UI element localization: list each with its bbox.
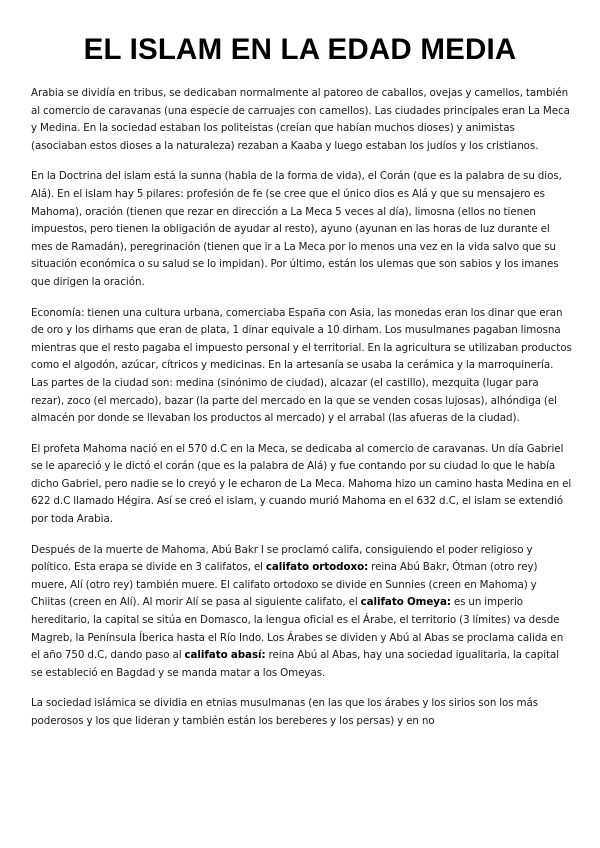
paragraph-califatos [31,542,573,683]
page-title: EL ISLAM EN LA EDAD MEDIA [83,33,517,66]
paragraph-economia: Economía: tienen una cultura urbana, comerciaba España con Asia, las monedas eran los dinar que eran de oro y los dirhams que eran de plata, 1 dinar equivale a 10 dirham. Los musulmanes pagaban limosna mientras que el resto pagaba el impuesto personal y el territorial. En la agricultura se utilizaban productos como el algodón, azúcar, cítricos y medicinas. En la artesanía se usaba la cerámica y la marroquinería. Las partes de la ciudad son: medina (sinónimo de ciudad), alcazar (el castillo), mezquita (lugar para rezar), zoco (el mercado), bazar (la parte del mercado en la que se venden cosas lujosas), alhóndiga (el almacén por donde se llevaban los productos al mercado) y el arrabal (las afueras de la ciudad). [31,306,572,425]
paragraph-mahoma: El profeta Mahoma nació en el 570 d.C en la Meca, se dedicaba al comercio de caravanas. Un día Gabriel se le apareció y le dictó el corán (que es la palabra de Alá) y fue contando por su ciudad lo que le había dicho Gabriel, pero nadie se lo creyó y le echaron de La Meca. Mahoma hizo un camino hasta Medina en el 622 d.C llamado Hégira. Así se creó el islam, y cuando murió Mahoma en el 632 d.C, el islam se extendió por toda Arabia. [31,442,572,526]
paragraph-doctrina: En la Doctrina del islam está la sunna (habla de la forma de vida), el Corán (que es la palabra de su dios, Alá). En el islam hay 5 pilares: profesión de fe (se cree que el único dios es Alá y que su mensajero es Mahoma), oración (tienen que rezar en dirección a La Meca 5 veces al día), limosna (ellos no tienen impuestos, pero tienen la obligación de ayudar al resto), ayuno (ayunan en las horas de luz durante el mes de Ramadán), peregrinación (tienen que ir a La Meca por lo menos una vez en la vida salvo que su situación económica o su salud se lo impidan). Por último, están los ulemas que son sabios y los imanes que dirigen la oración. [31,170,562,288]
paragraph-sociedad: La sociedad islámica se dividia en etnias musulmanas (en las que los árabes y los sirios son los más poderosos y los que lideran y también están los bereberes y los persas) y en no [31,697,539,727]
califato-ortodoxo-term: califato ortodoxo: [265,561,369,574]
califatos-text-2: reina Abú Bakr, Ótman (otro rey) muere, Alí (otro rey) también muere. El califato ortodoxo se divide en Sunnies (creen en Mahoma) y Chiitas (creen en Alí). Al morir Alí se pasa al siguiente califato, el [31,561,538,609]
califatos-text-1: Después de la muerte de Mahoma, Abú Bakr I se proclamó califa, consiguiendo el poder religioso y político. Esta erapa se divide en 3 califatos, el [31,543,533,574]
paragraph-arabia: Arabia se dividía en tribus, se dedicaban normalmente al patoreo de caballos, ovejas y camellos, también al comercio de caravanas (una especie de carruajes con camellos). Las ciudades principales eran La Meca y Medina. En la sociedad estaban los politeistas (creían que habían muchos dioses) y animistas (asociaban estos dioses a la naturaleza) rezaban a Kaaba y luego estaban los judíos y los cristianos. [31,87,570,152]
califatos-text-3: es un imperio hereditario, la capital se sitúa en Domasco, la lengua oficial es el Árabe, el territorio (3 límites) va desde Magreb, la Península Íberica hasta el Río Indo. Los Árabes se dividen y Abú al Abas se proclama calida en el año 750 d.C, dando paso al [31,596,564,662]
document-body [31,85,573,744]
califatos-text-4: reina Abú al Abas, hay una sociedad igualitaria, la capital se estableció en Bagdad y se manda matar a los Omeyas. [31,649,560,679]
califato-abasi-term: califato abasí: [184,649,266,662]
califato-omeya-term: califato Omeya: [360,596,451,609]
